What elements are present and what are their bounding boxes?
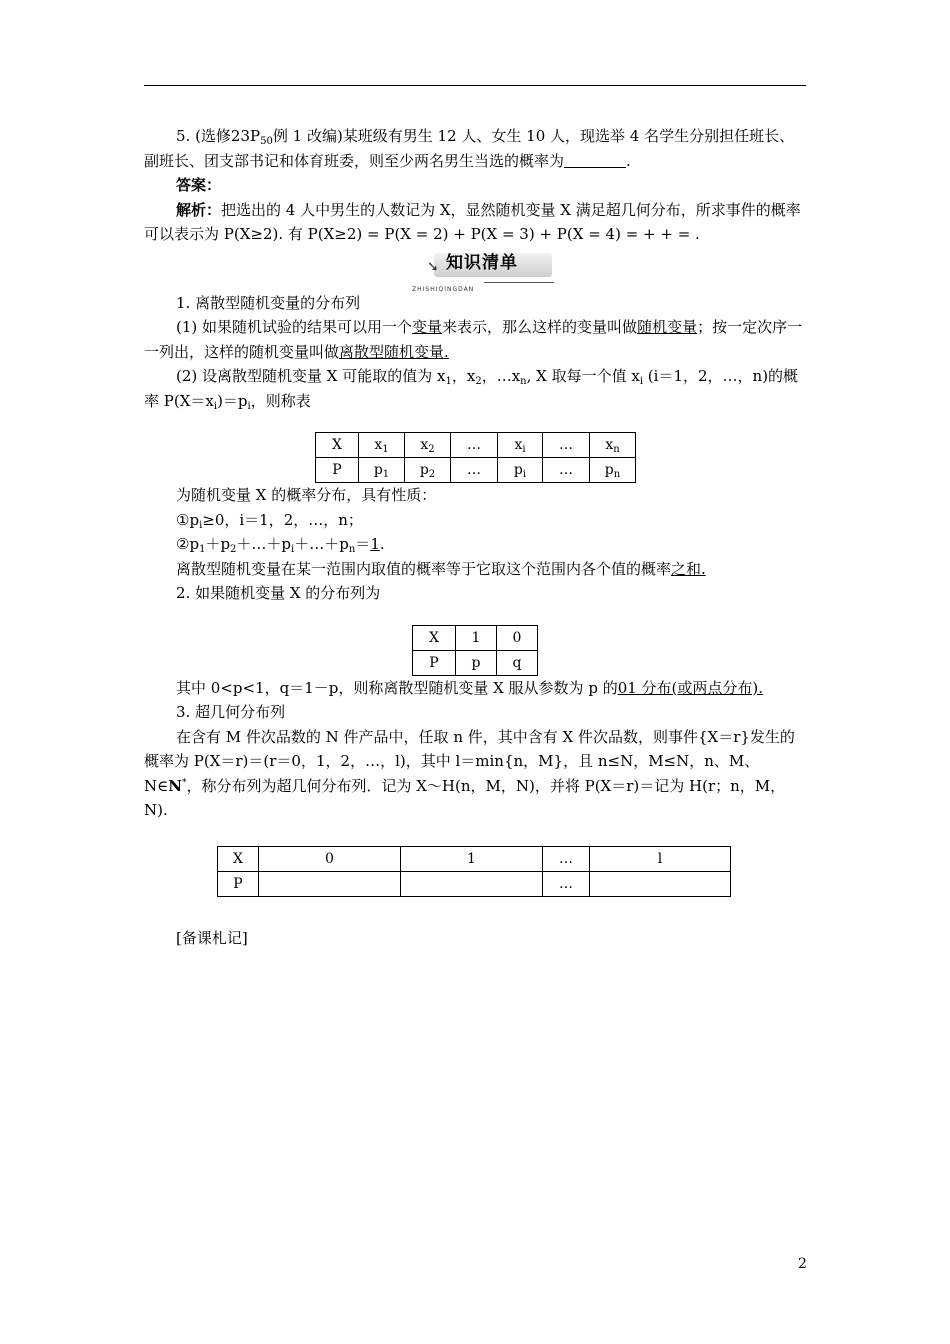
section-2-heading: 2. 如果随机变量 X 的分布列为 [176, 584, 381, 602]
table-cell: P [316, 458, 359, 483]
table-cell: $x_1$ [359, 433, 405, 458]
question-5: 5. (选修$23P_{50}$例 1 改编)某班级有男生 12 人、女生 10 人，现选举 4 名学生分别担任班长、副班长、团支部书记和体育班委，则至少两名男生当选的概率为 . [144, 127, 795, 170]
banner-title: 知识清单 [446, 252, 518, 273]
table-cell: l [590, 846, 731, 871]
table-cell: … [543, 871, 590, 896]
table-cell: $p_i$ [498, 458, 543, 483]
table-cell: X [316, 433, 359, 458]
table-cell: 1 [401, 846, 543, 871]
table-cell: 1 [456, 625, 497, 650]
two-point-table [412, 625, 538, 676]
table-row [218, 846, 731, 871]
table-cell: … [543, 433, 590, 458]
hypergeometric-table [217, 846, 731, 897]
section-3-heading: 3. 超几何分布列 [176, 703, 286, 721]
section-1-heading: 1. 离散型随机变量的分布列 [176, 293, 361, 312]
table-cell: $p_n$ [590, 458, 636, 483]
table-cell: P [218, 871, 259, 896]
header-rule [144, 85, 806, 86]
knowledge-list-banner [144, 249, 806, 293]
table-row [218, 871, 731, 896]
banner-underline [484, 282, 554, 283]
table-cell: $x_i$ [498, 433, 543, 458]
distribution-table [315, 432, 636, 483]
table-cell: 0 [259, 846, 401, 871]
page-number: 2 [798, 1256, 807, 1272]
property-1: $①p_i\ge 0$，i＝1，2，…，n； [176, 510, 363, 531]
answer-label: 答案： [176, 176, 222, 194]
table-row [413, 650, 538, 675]
section-1-para-2: (2) 设离散型随机变量 X 可能取的值为 $x_1$，$x_2$，$\dots x_n$, X 取每一个值 $x_i$ (i＝1，2，…，n)的概率 $P(X=x_i)=p_i$，则称表 [144, 367, 799, 412]
table-row [413, 625, 538, 650]
table-cell: p [456, 650, 497, 675]
table-cell: q [497, 650, 538, 675]
table-cell: … [543, 458, 590, 483]
range-probability: 离散型随机变量在某一范围内取值的概率等于它取这个范围内各个值的概率之和. [176, 559, 706, 578]
table-cell: … [451, 433, 498, 458]
lesson-notes-label: [备课札记] [176, 928, 248, 947]
table-cell: $x_2$ [405, 433, 451, 458]
section-1-after-table: 为随机变量 X 的概率分布，具有性质： [176, 486, 437, 504]
table-cell: X [218, 846, 259, 871]
table-cell: X [413, 625, 456, 650]
table-cell [590, 871, 731, 896]
property-2: $②p_1+p_2+\dots+p_i+\dots+p_n=1$. [176, 535, 385, 555]
table-cell: $p_2$ [405, 458, 451, 483]
answer-blank [564, 152, 626, 168]
page-content [144, 124, 806, 950]
banner-arrow-icon: ➘ [427, 258, 439, 275]
table-cell [401, 871, 543, 896]
analysis: 解析：把选出的 4 人中男生的人数记为 X，显然随机变量 X 满足超几何分布，所求事件的概率可以表示为 P(X≥2). 有 P(X≥2) = P(X = 2) + P(X = 3) + P(X = 4) = + + = . [144, 200, 801, 243]
section-2-after-table: 其中 0<p<1，q＝1－p，则称离散型随机变量 X 服从参数为 p 的01 分布(或两点分布). [176, 678, 764, 697]
section-1-para-1: (1) 如果随机试验的结果可以用一个变量来表示，那么这样的变量叫做随机变量；按一定次序一一列出，这样的随机变量叫做离散型随机变量. [144, 318, 803, 361]
table-cell: $x_n$ [590, 433, 636, 458]
table-row [316, 433, 636, 458]
banner-subtitle: ZHISHIQINGDAN [412, 285, 475, 293]
table-row [316, 458, 636, 483]
table-cell: … [543, 846, 590, 871]
table-cell: P [413, 650, 456, 675]
table-cell: … [451, 458, 498, 483]
table-cell [259, 871, 401, 896]
table-cell: 0 [497, 625, 538, 650]
section-3-para: 在含有 M 件次品数的 N 件产品中，任取 n 件，其中含有 X 件次品数，则事件{X＝r}发生的概率为 P(X＝r)＝(r＝0，1，2，…，l)，其中 l＝min{n，M}，且 n≤N，M≤N，n、M、N∈N*，称分布列为超几何分布列．记为 X～H(n，M，N)，并将 P(X＝r)＝记为 H(r；n，M，N). [144, 727, 795, 819]
table-cell: $p_1$ [359, 458, 405, 483]
